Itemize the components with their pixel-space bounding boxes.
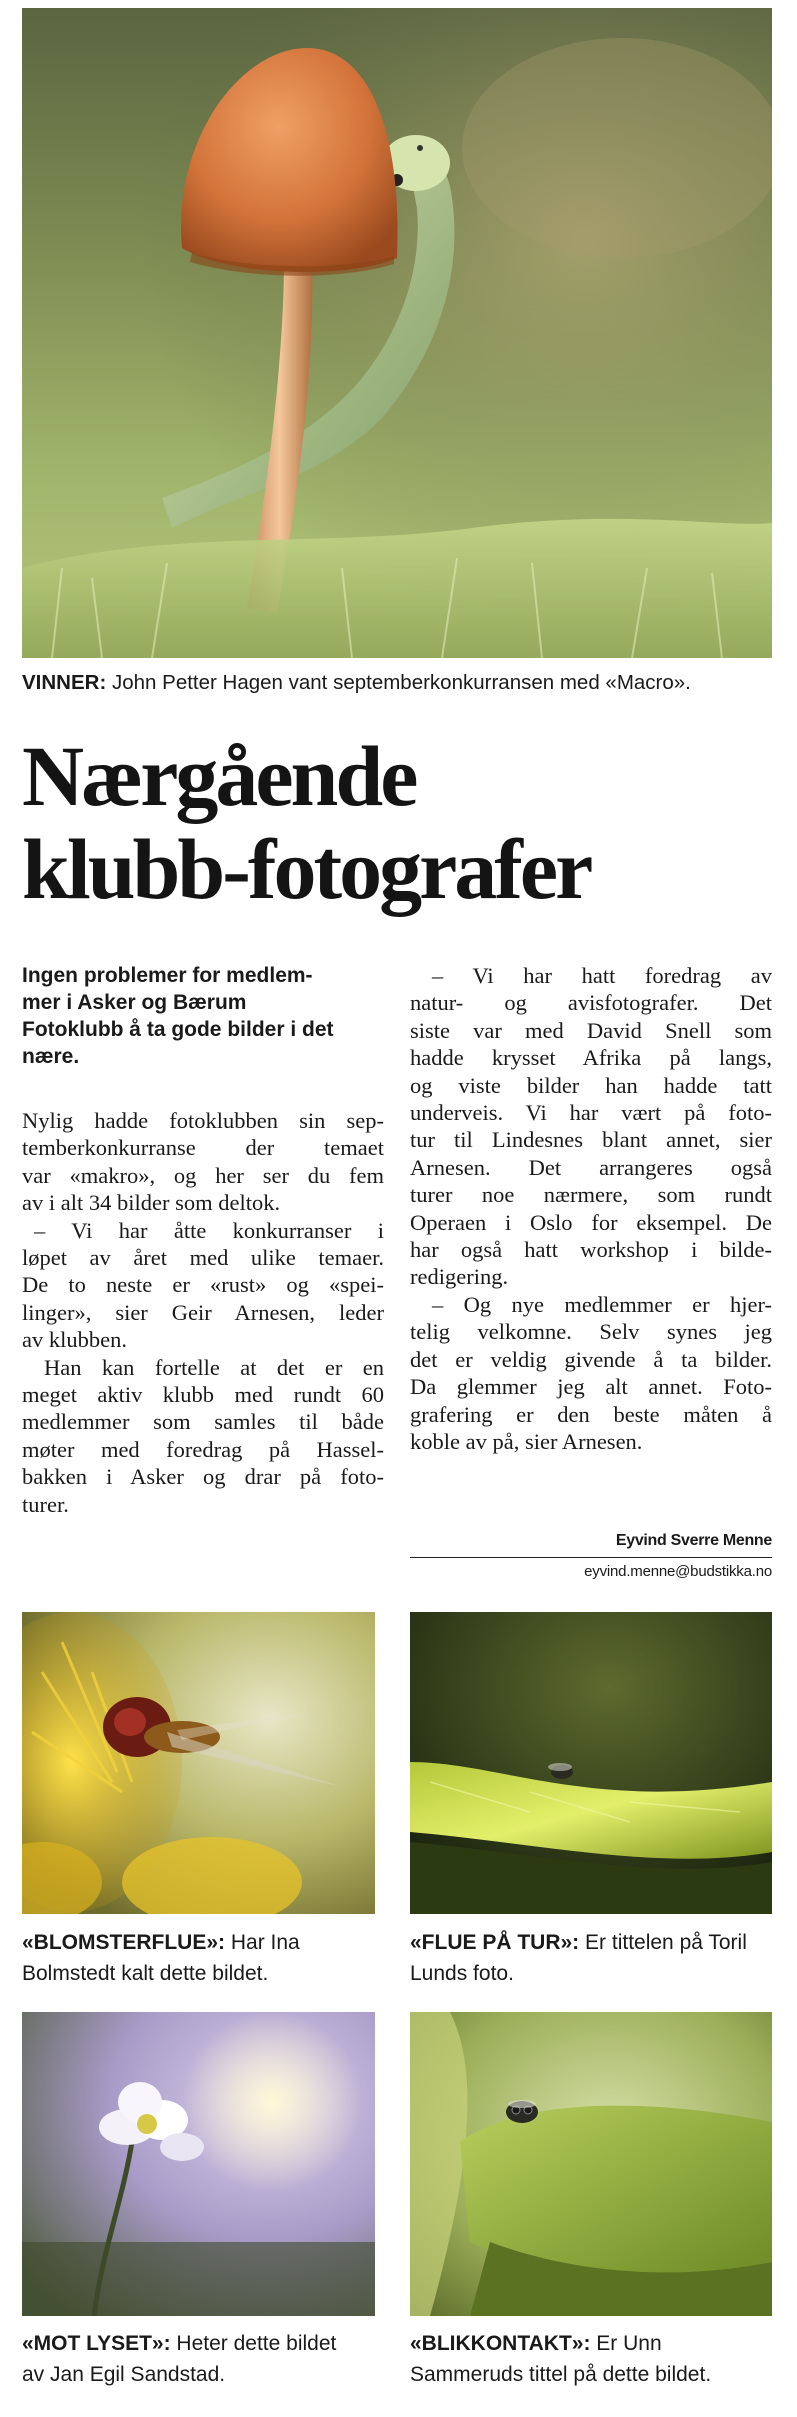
text-line: – Vi har hatt foredrag av — [432, 963, 772, 988]
text-line: det er veldig givende å ta bilder. — [410, 1346, 772, 1372]
text-line: møter med foredrag på Hassel- — [22, 1436, 384, 1462]
caption-text: Er Unn — [590, 2332, 662, 2355]
text-line: turer. — [22, 1491, 69, 1517]
ingress-line: Fotoklubb å ta gode bilder i det — [22, 1018, 334, 1041]
headline — [22, 730, 782, 916]
fly-on-leaf-photo — [410, 1612, 772, 1914]
headline-line: Nærgående — [22, 728, 416, 824]
ingress-line: Ingen problemer for medlem- — [22, 964, 313, 987]
text-line: linger», sier Geir Arnesen, leder — [22, 1299, 384, 1325]
text-line: og viste bilder han hadde tatt — [410, 1072, 772, 1098]
byline-email[interactable]: eyvind.menne@budstikka.no — [584, 1563, 772, 1580]
text-line: grafering er den beste måten å — [410, 1401, 772, 1427]
text-line: temberkonkurranse der temaet — [22, 1135, 384, 1161]
text-line: natur- og avisfotografer. Det — [410, 990, 772, 1016]
caption-label: «BLIKKONTAKT»: — [410, 2332, 591, 2355]
ingress-line: nære. — [22, 1045, 80, 1068]
text-line: av klubben. — [22, 1327, 127, 1353]
anemone-flower-photo — [22, 2012, 375, 2316]
text-line: Arnesen. Det arrangeres også — [410, 1154, 772, 1180]
caption-text: Sammeruds tittel på dette bildet. — [410, 2363, 712, 2386]
ingress-line: mer i Asker og Bærum — [22, 991, 247, 1014]
text-line: Han kan fortelle at det er en — [44, 1354, 384, 1380]
mushroom-caterpillar-photo — [22, 8, 772, 658]
text-line: redigering. — [410, 1264, 509, 1290]
text-line: underveis. Vi har vært på foto- — [410, 1100, 772, 1126]
caption-label: «MOT LYSET»: — [22, 2332, 171, 2355]
main-photo — [22, 8, 772, 658]
text-line: har også hatt workshop i bilde- — [410, 1237, 772, 1263]
text-line: De to neste er «rust» og «spei- — [22, 1272, 384, 1298]
text-line: løpet av året med ulike temaer. — [22, 1245, 384, 1271]
hoverfly-photo — [22, 1612, 375, 1914]
byline-divider — [410, 1557, 772, 1558]
text-line: telig velkomne. Selv synes jeg — [410, 1319, 772, 1345]
photo-mot-lyset — [22, 2012, 375, 2316]
text-line: medlemmer som samles til både — [22, 1409, 384, 1435]
headline-line: klubb-fotografer — [22, 821, 591, 917]
text-line: turer noe nærmere, som rundt — [410, 1182, 772, 1208]
caption-blikkontakt — [410, 2328, 772, 2390]
main-photo-caption — [22, 667, 782, 698]
caption-blomsterflue — [22, 1927, 382, 1989]
text-line: Nylig hadde fotoklubben sin sep- — [22, 1108, 384, 1133]
text-line: bakken i Asker og drar på foto- — [22, 1464, 384, 1490]
caption-text: Bolmstedt kalt dette bildet. — [22, 1962, 269, 1985]
caption-text: Heter dette bildet — [170, 2332, 337, 2355]
text-line: av i alt 34 bilder som deltok. — [22, 1190, 281, 1216]
text-line: koble av på, sier Arnesen. — [410, 1428, 643, 1454]
text-line: meget aktiv klubb med rundt 60 — [22, 1382, 384, 1408]
text-line: siste var med David Snell som — [410, 1017, 772, 1043]
text-line: Operaen i Oslo for eksempel. De — [410, 1209, 772, 1235]
text-line: var «makro», og her ser du fem — [22, 1162, 384, 1188]
caption-text: Har Ina — [225, 1931, 300, 1954]
caption-label: VINNER: — [22, 671, 107, 694]
caption-label: «BLOMSTERFLUE»: — [22, 1931, 226, 1954]
caption-flue-pa-tur — [410, 1927, 772, 1989]
photo-blomsterflue — [22, 1612, 375, 1914]
caption-label: «FLUE PÅ TUR»: — [410, 1931, 580, 1954]
jumping-spider-photo — [410, 2012, 772, 2316]
text-line: Da glemmer jeg alt annet. Foto- — [410, 1374, 772, 1400]
ingress — [22, 962, 392, 1070]
caption-mot-lyset — [22, 2328, 382, 2390]
photo-blikkontakt — [410, 2012, 772, 2316]
caption-text: Er tittelen på Toril — [579, 1931, 747, 1954]
photo-flue-pa-tur — [410, 1612, 772, 1914]
text-line: – Og nye medlemmer er hjer- — [432, 1291, 772, 1317]
text-line: tur til Lindesnes blant annet, sier — [410, 1127, 772, 1153]
caption-text: av Jan Egil Sandstad. — [22, 2363, 226, 2386]
byline-name: Eyvind Sverre Menne — [615, 1532, 772, 1549]
caption-text: John Petter Hagen vant septemberkonkurransen med «Macro». — [106, 671, 691, 694]
article-column-2 — [410, 962, 772, 1455]
caption-text: Lunds foto. — [410, 1962, 514, 1985]
article-column-1 — [22, 1107, 384, 1518]
text-line: – Vi har åtte konkurranser i — [34, 1217, 384, 1243]
text-line: hadde krysset Afrika på langs, — [410, 1045, 772, 1071]
